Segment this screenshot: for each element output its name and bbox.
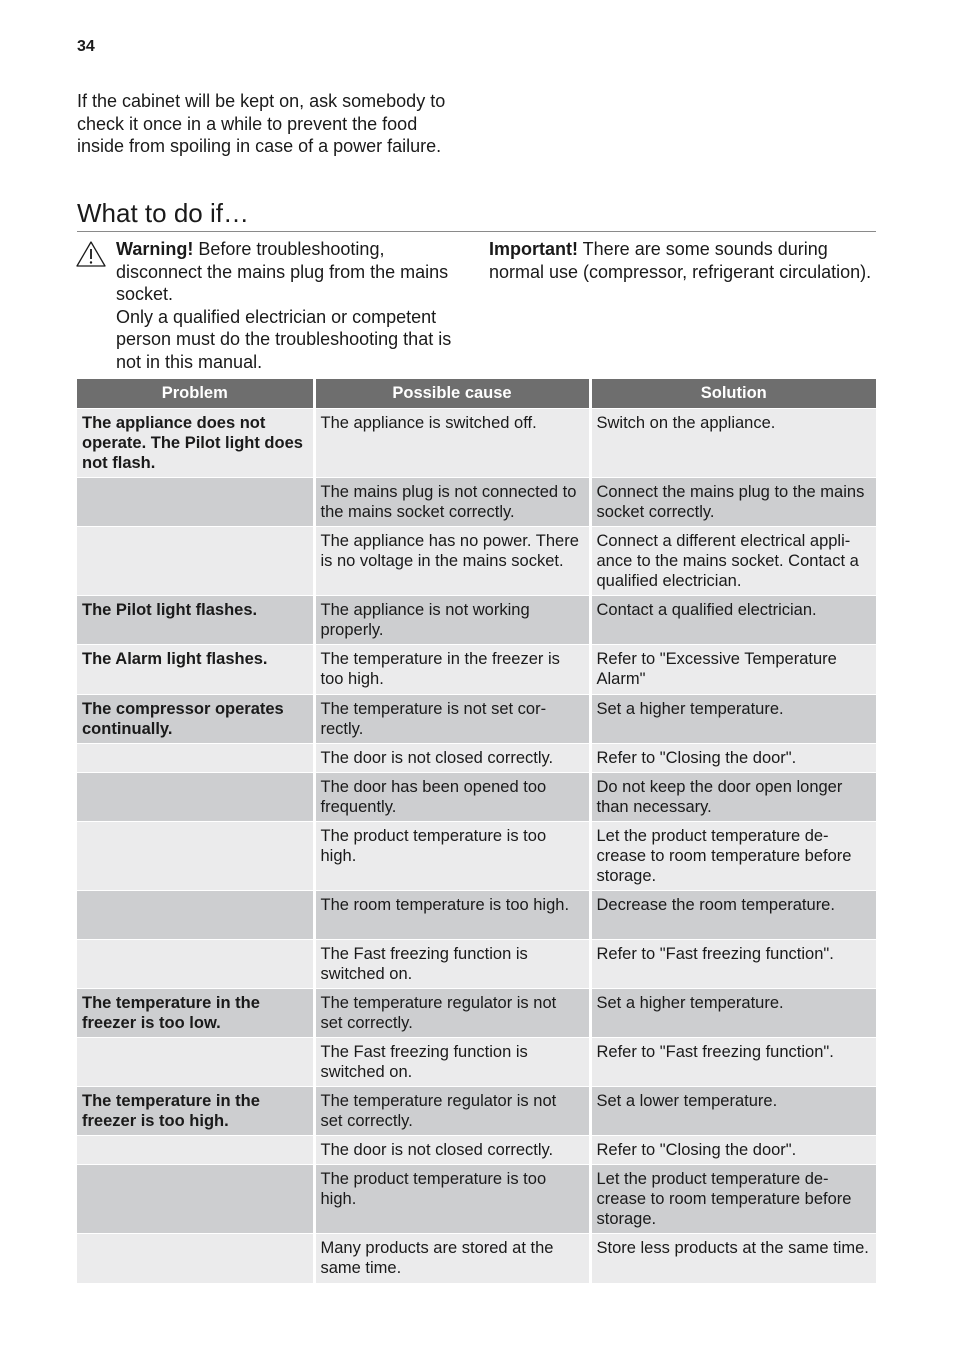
possible-cause-cell: The Fast freezing function is switched on.	[314, 1038, 590, 1087]
important-note	[489, 238, 877, 283]
page-number: 34	[77, 38, 95, 55]
table-row	[77, 1136, 876, 1165]
table-row	[77, 773, 876, 822]
problem-cell: The temperature in the freezer is too high.	[77, 1087, 314, 1136]
table-row	[77, 695, 876, 744]
table-row	[77, 940, 876, 989]
problem-cell	[77, 527, 314, 596]
table-row	[77, 989, 876, 1038]
table-row	[77, 1038, 876, 1087]
solution-cell: Do not keep the door open longer than necessary.	[590, 773, 876, 822]
header-solution: Solution	[590, 379, 876, 409]
solution-cell: Refer to "Fast freezing function".	[590, 1038, 876, 1087]
problem-cell	[77, 1165, 314, 1234]
warning-note	[116, 238, 468, 373]
solution-cell: Connect the mains plug to the mains socket correctly.	[590, 478, 876, 527]
possible-cause-cell: The appliance has no power. There is no voltage in the mains socket.	[314, 527, 590, 596]
important-label: Important!	[489, 239, 578, 259]
solution-cell: Switch on the appliance.	[590, 409, 876, 478]
problem-cell	[77, 1136, 314, 1165]
solution-cell: Set a higher temperature.	[590, 695, 876, 744]
intro-paragraph: If the cabinet will be kept on, ask somebody to check it once in a while to prevent the food inside from spoiling in case of a power failure.	[77, 91, 446, 156]
possible-cause-cell: The product temperature is too high.	[314, 1165, 590, 1234]
problem-cell	[77, 940, 314, 989]
possible-cause-cell: Many products are stored at the same time.	[314, 1234, 590, 1283]
warning-text: Before troubleshooting, disconnect the mains plug from the mains socket.	[116, 239, 449, 304]
table-row	[77, 527, 876, 596]
solution-cell: Contact a qualified electrician.	[590, 596, 876, 645]
problem-cell: The Pilot light flashes.	[77, 596, 314, 645]
possible-cause-cell: The door is not closed correctly.	[314, 1136, 590, 1165]
solution-cell: Refer to "Closing the door".	[590, 1136, 876, 1165]
possible-cause-cell: The temperature regulator is not set correctly.	[314, 1087, 590, 1136]
solution-cell: Store less products at the same time.	[590, 1234, 876, 1283]
heading-divider	[77, 231, 876, 232]
table-row	[77, 1165, 876, 1234]
table-row	[77, 891, 876, 940]
possible-cause-cell: The mains plug is not connected to the mains socket correctly.	[314, 478, 590, 527]
solution-cell: Set a higher temperature.	[590, 989, 876, 1038]
solution-cell: Refer to "Closing the door".	[590, 744, 876, 773]
warning-text-qualified: Only a qualified electrician or competent person must do the troubleshooting that is not in this manual.	[116, 306, 452, 372]
problem-cell: The temperature in the freezer is too low.	[77, 989, 314, 1038]
table-row	[77, 645, 876, 695]
possible-cause-cell: The temperature in the freezer is too high.	[314, 645, 590, 695]
possible-cause-cell: The appliance is not working properly.	[314, 596, 590, 645]
header-problem: Problem	[77, 379, 314, 409]
problem-cell	[77, 773, 314, 822]
header-possible-cause: Possible cause	[314, 379, 590, 409]
table-row	[77, 1234, 876, 1283]
table-row	[77, 478, 876, 527]
problem-cell	[77, 478, 314, 527]
section-title: What to do if…	[77, 198, 249, 228]
solution-cell: Refer to "Fast freezing function".	[590, 940, 876, 989]
table-header-row	[77, 379, 876, 409]
problem-cell	[77, 744, 314, 773]
troubleshooting-table	[77, 379, 876, 1283]
table-row	[77, 596, 876, 645]
problem-cell: The appliance does not operate. The Pilot light does not flash.	[77, 409, 314, 478]
table-row	[77, 1087, 876, 1136]
warning-label: Warning!	[116, 239, 194, 259]
problem-cell	[77, 1234, 314, 1283]
solution-cell: Set a lower temperature.	[590, 1087, 876, 1136]
important-text: There are some sounds during normal use (compressor, refrigerant circulation).	[489, 239, 872, 282]
problem-cell	[77, 822, 314, 891]
solution-cell: Let the product temperature de-crease to room temperature before storage.	[590, 1165, 876, 1234]
possible-cause-cell: The room temperature is too high.	[314, 891, 590, 940]
problem-cell	[77, 891, 314, 940]
possible-cause-cell: The door is not closed correctly.	[314, 744, 590, 773]
table-row	[77, 409, 876, 478]
possible-cause-cell: The Fast freezing function is switched on.	[314, 940, 590, 989]
possible-cause-cell: The product temperature is too high.	[314, 822, 590, 891]
table-row	[77, 822, 876, 891]
problem-cell: The compressor operates continually.	[77, 695, 314, 744]
problem-cell: The Alarm light flashes.	[77, 645, 314, 695]
solution-cell: Connect a different electrical appli-ance to the mains socket. Contact a qualified electrician.	[590, 527, 876, 596]
solution-cell: Decrease the room temperature.	[590, 891, 876, 940]
solution-cell: Refer to "Excessive Temperature Alarm"	[590, 645, 876, 695]
table-row	[77, 744, 876, 773]
solution-cell: Let the product temperature de-crease to room temperature before storage.	[590, 822, 876, 891]
possible-cause-cell: The temperature regulator is not set correctly.	[314, 989, 590, 1038]
possible-cause-cell: The door has been opened too frequently.	[314, 773, 590, 822]
possible-cause-cell: The appliance is switched off.	[314, 409, 590, 478]
warning-triangle-icon	[75, 240, 107, 268]
problem-cell	[77, 1038, 314, 1087]
possible-cause-cell: The temperature is not set cor-rectly.	[314, 695, 590, 744]
